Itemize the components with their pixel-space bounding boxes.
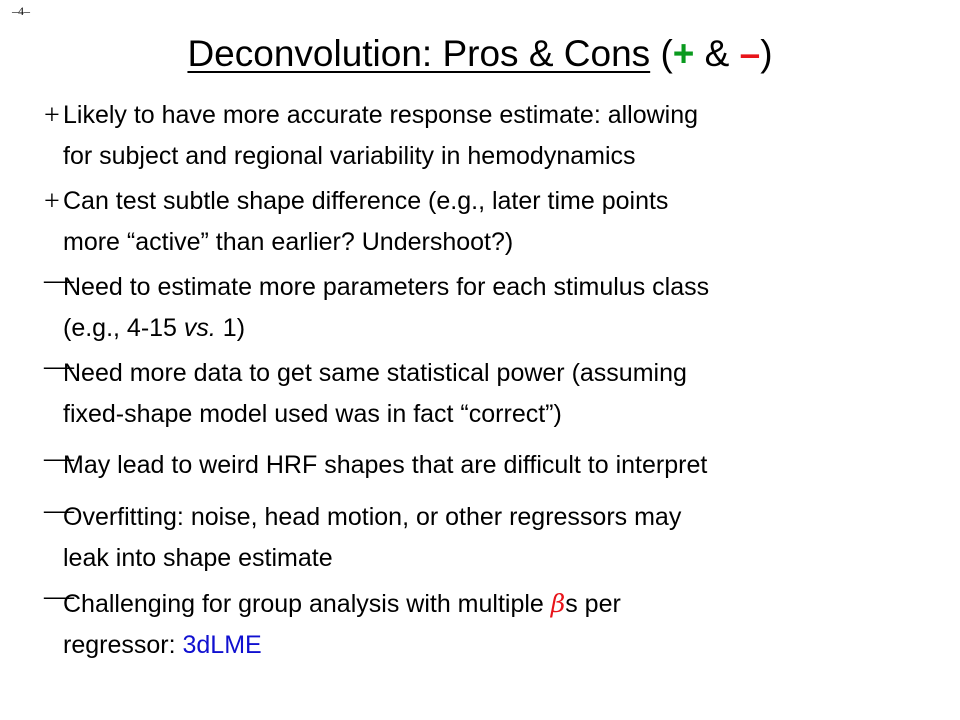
- minus-marker-icon: —: [44, 263, 74, 296]
- bullet-line: [63, 590, 621, 618]
- bullet-text-part: regressor:: [63, 631, 183, 659]
- bullet-pro-shape-test: [44, 181, 944, 263]
- title-ampersand: &: [694, 33, 740, 74]
- bullet-text: [44, 583, 944, 666]
- bullet-con-data: [44, 349, 944, 435]
- title-paren-close: ): [760, 33, 773, 74]
- bullet-line: May lead to weird HRF shapes that are difficult to interpret: [63, 451, 708, 479]
- title-minus-sign: –: [739, 33, 761, 74]
- bullet-con-weird-shapes: [44, 441, 944, 486]
- 3dlme-link[interactable]: 3dLME: [182, 631, 262, 659]
- bullet-line: for subject and regional variability in hemodynamics: [63, 142, 636, 170]
- page-title: [0, 30, 960, 78]
- minus-marker-icon: —: [44, 579, 74, 612]
- bullet-line: [63, 625, 944, 666]
- bullet-line: leak into shape estimate: [63, 544, 333, 572]
- bullet-line: Need more data to get same statistical power (assuming: [63, 359, 687, 387]
- bullet-line: more “active” than earlier? Undershoot?): [63, 228, 514, 256]
- title-main: Deconvolution: Pros & Cons: [187, 33, 651, 74]
- bullet-line: Can test subtle shape difference (e.g., later time points: [63, 187, 669, 215]
- bullet-line: fixed-shape model used was in fact “correct”): [63, 400, 562, 428]
- beta-symbol: β: [550, 589, 566, 618]
- bullet-con-group-analysis: [44, 579, 944, 666]
- bullet-text-emphasis: vs.: [183, 314, 216, 342]
- title-plus-sign: +: [672, 33, 695, 74]
- bullet-line: [63, 308, 944, 349]
- bullet-line: Overfitting: noise, head motion, or other regressors may: [63, 503, 682, 531]
- plus-marker-icon: +: [44, 100, 60, 131]
- bullet-text: [44, 353, 944, 435]
- bullet-text-part: s per: [565, 590, 621, 618]
- bullet-con-parameters: [44, 263, 944, 349]
- plus-marker-icon: +: [44, 186, 60, 217]
- bullet-text: [44, 267, 944, 349]
- bullet-text: [44, 497, 944, 579]
- bullet-text-part: (e.g., 4-15: [63, 314, 184, 342]
- bullet-text-part: Challenging for group analysis with multiple: [63, 590, 551, 618]
- minus-marker-icon: —: [44, 349, 74, 382]
- bullet-con-overfitting: [44, 493, 944, 579]
- bullet-line: Need to estimate more parameters for each stimulus class: [63, 273, 710, 301]
- minus-marker-icon: —: [44, 493, 74, 526]
- bullet-text: [44, 181, 944, 263]
- bullet-pro-accuracy: [44, 95, 944, 177]
- title-paren-open: (: [650, 33, 673, 74]
- bullet-line: Likely to have more accurate response estimate: allowing: [63, 101, 699, 129]
- bullet-text: [44, 445, 944, 486]
- minus-marker-icon: —: [44, 441, 74, 474]
- bullet-text-part: 1): [215, 314, 246, 342]
- bullet-text: [44, 95, 944, 177]
- slide-number: –4–: [12, 4, 30, 18]
